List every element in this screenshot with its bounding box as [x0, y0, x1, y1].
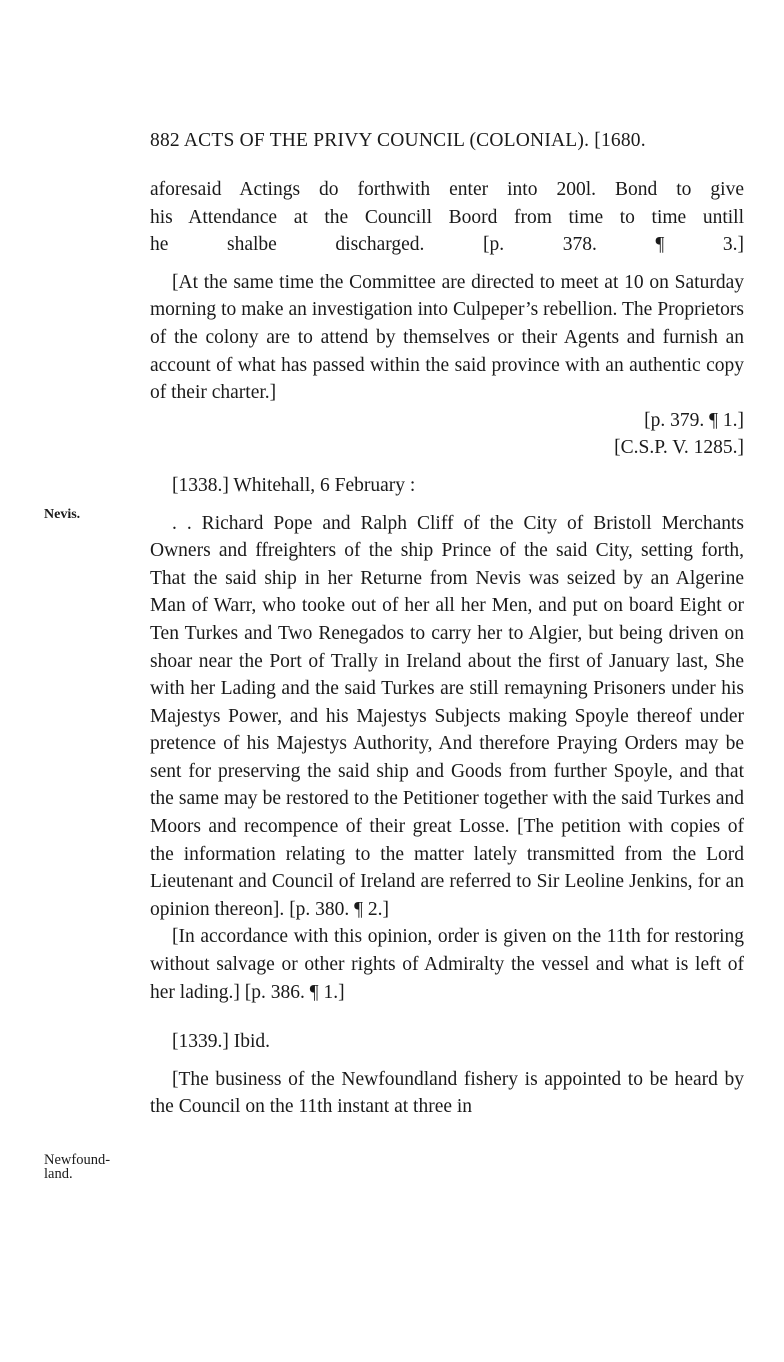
entry-1338-paragraph: [150, 510, 744, 924]
continuation-line-2: his Attendance at the Councill Boord from time to time untill: [150, 206, 744, 228]
continuation-line-3: [150, 231, 744, 259]
entry-1338-dateline: [1338.] Whitehall, 6 February :: [172, 474, 416, 496]
entry-1338-followup-paragraph: [150, 923, 744, 1006]
margin-note-nevis: Nevis.: [44, 507, 81, 522]
entry-1339-dateline: [1339.] Ibid.: [172, 1031, 271, 1053]
page-body: [150, 176, 744, 1121]
page-reference: [p. 379. ¶ 1.]: [644, 409, 744, 431]
page-reference: [p. 386. ¶ 1.]: [244, 981, 345, 1003]
entry-1338-followup-text: [In accordance with this opinion, order is given on the 11th for restoring without salvage or other rights of Admiralty the vessel and what is left of her lading.]: [150, 926, 744, 1003]
margin-note-newfoundland-line2: land.: [44, 1166, 73, 1182]
page-reference: [p. 378. ¶ 3.]: [483, 234, 745, 256]
page-reference: [p. 380. ¶ 2.]: [289, 898, 390, 920]
entry-1338-text: . . Richard Pope and Ralph Cliff of the City of Bristoll Merchants Owners and ffreighters of the ship Prince of the said City, setting forth, That the said ship in her Returne from Nevis was seized by an Algerine Man of Warr, who tooke out of her all her Men, and put on board Eight or Ten Turkes and Two Renegados to carry her to Algier, but being driven on shoar near the Port of Trally in Ireland about the first of January last, She with her Lading and the said Turkes are still remayning Prisoners under his Majestys Power, and his Majestys Subjects making Spoyle thereof under pretence of his Majestys Authority, And therefore Praying Orders may be sent for preserving the said ship and Goods from further Spoyle, and that the same may be restored to the Petitioner together with the said Turkes and Moors and recompence of their great Losse. [The petition with copies of the information relating to the matter lately transmitted from the Lord Lieutenant and Council of Ireland are referred to Sir Leoline Jenkins, for an opinion thereon].: [150, 512, 744, 920]
continuation-line-3-text: he shalbe discharged.: [150, 234, 425, 256]
running-header: 882 ACTS OF THE PRIVY COUNCIL (COLONIAL). [1680.: [150, 130, 646, 151]
entry-1339-paragraph: [The business of the Newfoundland fishery is appointed to be heard by the Council on the 11th instant at three in: [150, 1068, 744, 1118]
culpeper-paragraph: [150, 269, 744, 462]
continuation-paragraph: [150, 176, 744, 259]
margin-note-newfoundland-line1: Newfound-: [44, 1152, 111, 1168]
margin-note-newfoundland: [44, 1153, 110, 1181]
calendar-reference: [C.S.P. V. 1285.]: [614, 437, 744, 459]
continuation-line-1: aforesaid Actings do forthwith enter into 200l. Bond to give: [150, 179, 744, 200]
culpeper-paragraph-text: [At the same time the Committee are directed to meet at 10 on Saturday morning to make an investigation into Culpeper’s rebellion. The Proprietors of the colony are to attend by themselves or their Agents and furnish an account of what has passed within the said province with an authentic copy of their charter.]: [150, 271, 744, 404]
